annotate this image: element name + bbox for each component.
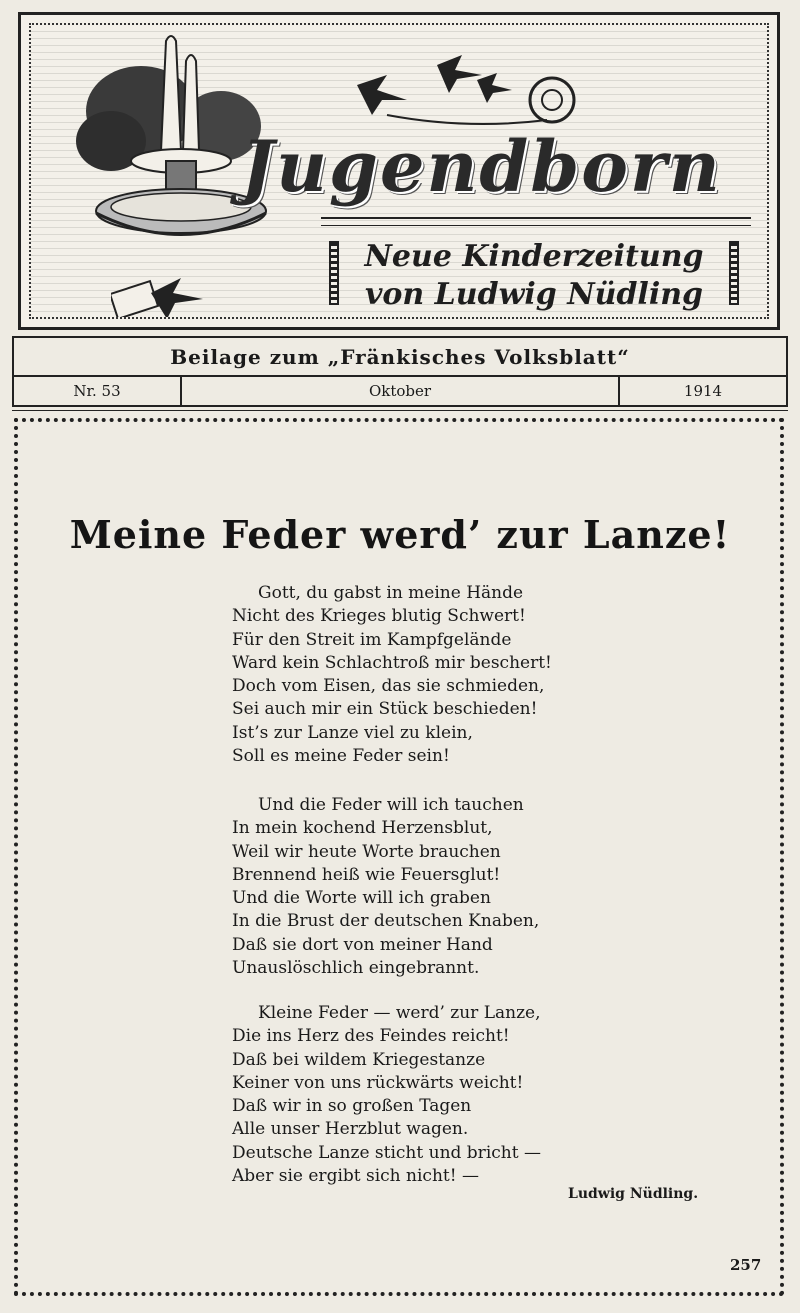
verse-line: Aber sie ergibt sich nicht! — [232,1166,479,1187]
verse-line: Und die Worte will ich graben [232,888,491,909]
masthead [18,12,780,330]
stanza-3 [232,1002,612,1188]
poem-author: Ludwig Nüdling. [568,1186,699,1202]
verse-line: Kleine Feder — werd’ zur Lanze, [258,1003,541,1023]
title-rule [321,217,751,219]
verse-line: Ist’s zur Lanze viel zu klein, [232,722,473,743]
poem-title: Meine Feder werd’ zur Lanze! [69,512,731,557]
verse-line: Daß wir in so großen Tagen [232,1096,472,1117]
verse-line: Deutsche Lanze sticht und bricht — [232,1142,541,1163]
verse-line: Nicht des Krieges blutig Schwert! [232,606,526,627]
stanza-1 [232,582,612,768]
masthead-title: Jugendborn [241,125,722,208]
subtitle-line-1: Neue Kinderzeitung [364,239,704,274]
subtitle-rule [321,225,751,226]
verse-line: Daß bei wildem Kriegestanze [232,1049,486,1070]
verse-line: Für den Streit im Kampfgelände [232,629,512,650]
letter-icon [111,273,211,319]
verse-line: Doch vom Eisen, das sie schmieden, [232,676,545,697]
verse-line: Keiner von uns rückwärts weicht! [232,1072,524,1093]
issue-number: Nr. 53 [73,382,121,400]
verse-line: Alle unser Herzblut wagen. [232,1119,469,1140]
subtitle-bar-left [329,241,339,305]
verse-line: Brennend heiß wie Feuersglut! [232,864,501,885]
verse-line: In die Brust der deutschen Knaben, [232,911,540,932]
page-number: 257 [730,1256,762,1274]
header-rule [12,410,788,411]
verse-line: Gott, du gabst in meine Hände [258,583,524,603]
verse-line: Weil wir heute Worte brauchen [232,841,501,862]
subtitle-box [329,237,739,315]
verse-line: Unauslöschlich eingebrannt. [232,958,480,979]
issue-bar [12,375,788,407]
stanza-2 [232,794,612,980]
verse-line: Die ins Herz des Feindes reicht! [232,1026,510,1047]
subtitle-bar-right [729,241,739,305]
verse-line: Daß sie dort von meiner Hand [232,934,493,955]
supplement-banner: Beilage zum „Fränkisches Volksblatt“ [12,336,788,376]
subtitle-line-2: von Ludwig Nüdling [364,277,703,312]
verse-line: Ward kein Schlachtroß mir beschert! [232,652,552,673]
masthead-inner [29,23,769,319]
verse-line: Sei auch mir ein Stück beschieden! [232,699,538,720]
issue-month: Oktober [368,382,432,400]
verse-line: In mein kochend Herzensblut, [232,818,493,839]
issue-year: 1914 [683,382,723,400]
swallows-icon [347,45,587,135]
verse-line: Und die Feder will ich tauchen [258,795,524,815]
verse-line: Soll es meine Feder sein! [232,746,450,767]
